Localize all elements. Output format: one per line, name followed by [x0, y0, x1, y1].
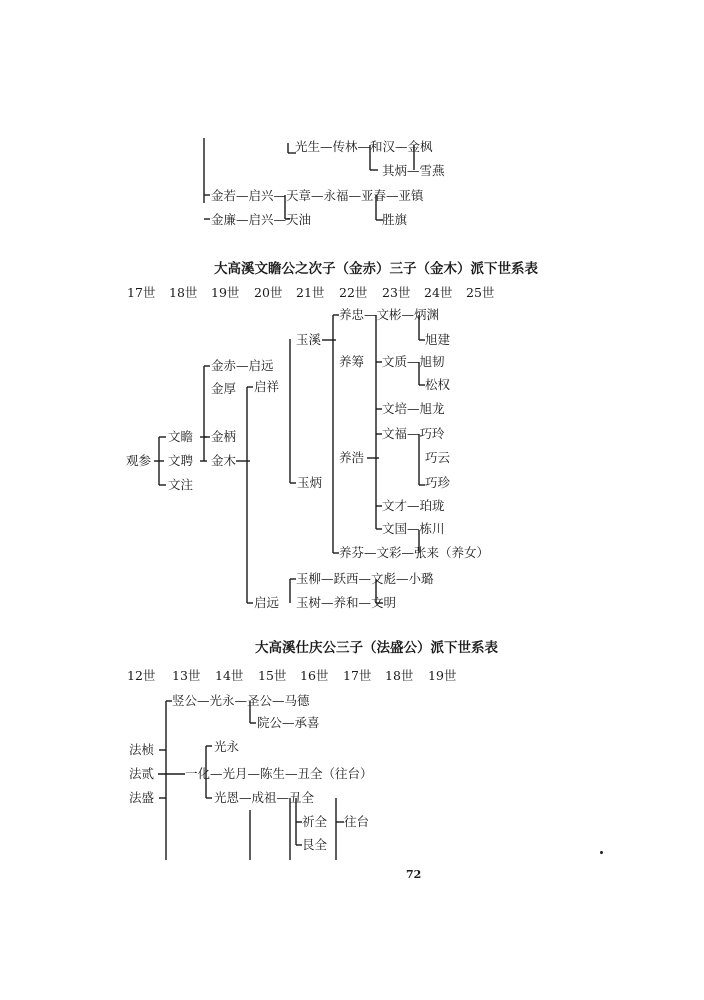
lineage-row: 巧云: [425, 450, 451, 465]
generation-label: 17世: [127, 285, 156, 300]
lineage-row: 往台: [344, 814, 370, 829]
page-number: 72: [406, 868, 422, 881]
lineage-row: 玉溪: [296, 332, 322, 347]
lineage-row: 文才—珀珑: [382, 498, 445, 513]
generation-label: 12世: [127, 668, 156, 683]
lineage-row: 养筹: [339, 354, 365, 369]
lineage-row: 一化—光月—陈生—丑全（往台）: [185, 766, 373, 781]
lineage-row: 巧珍: [425, 475, 451, 490]
lineage-row: 艮全: [302, 837, 328, 852]
generation-label: 16世: [300, 668, 329, 683]
generation-label: 24世: [424, 285, 453, 300]
lineage-row: 文聘: [168, 453, 194, 468]
lineage-row: 光永: [214, 739, 240, 754]
lineage-row: 金厚: [211, 381, 237, 396]
lineage-row: 玉柳—跃西—文彪—小璐: [296, 571, 434, 586]
generation-label: 20世: [254, 285, 283, 300]
lineage-row: 启远: [254, 595, 280, 610]
lineage-row: 金赤—启远: [211, 358, 274, 373]
lineage-row: 金廉—启兴—天油: [211, 212, 312, 227]
lineage-row: 文培—旭龙: [382, 401, 445, 416]
lineage-row: 养芬—文彩—张来（养女）: [339, 545, 490, 560]
lineage-row: 祈全: [302, 814, 328, 829]
generation-label: 14世: [215, 668, 244, 683]
lineage-row: 院公—承喜: [257, 715, 320, 730]
scan-speck: [600, 851, 603, 854]
lineage-row: 文福—巧玲: [382, 426, 445, 441]
generation-label: 17世: [343, 668, 372, 683]
lineage-row: 旭建: [425, 332, 451, 347]
lineage-row: 玉树—养和—文明: [296, 595, 397, 610]
lineage-row: 法盛: [129, 790, 155, 805]
lineage-row: 文瞻: [168, 429, 194, 444]
lineage-row: 金木: [211, 453, 237, 468]
lineage-row: 竖公—光永—圣公—马德: [172, 693, 310, 708]
generation-label: 13世: [172, 668, 201, 683]
lineage-row: 玉炳: [297, 475, 323, 490]
lineage-row: 文国—栋川: [382, 521, 445, 536]
lineage-row: 法桢: [129, 742, 155, 757]
lineage-row: 金柄: [211, 429, 237, 444]
generation-label: 21世: [296, 285, 325, 300]
lineage-row: 松权: [425, 377, 451, 392]
generation-label: 23世: [382, 285, 411, 300]
lineage-row: 其炳—雪燕: [382, 163, 445, 178]
generation-label: 22世: [339, 285, 368, 300]
section-title: 大高溪文瞻公之次子（金赤）三子（金木）派下世系表: [214, 261, 538, 277]
lineage-row: 观参: [126, 453, 152, 468]
lineage-row: 金若—启兴—天章—永福—亚春—亚镇: [211, 188, 424, 203]
generation-label: 25世: [466, 285, 495, 300]
lineage-row: 启祥: [254, 379, 280, 394]
section-title: 大高溪仕庆公三子（法盛公）派下世系表: [255, 640, 498, 656]
lineage-row: 养忠—文彬—炳渊: [339, 307, 440, 322]
lineage-row: 光恩—成祖—丑全: [214, 790, 315, 805]
generation-label: 15世: [258, 668, 287, 683]
lineage-row: 养浩: [339, 450, 365, 465]
generation-label: 19世: [211, 285, 240, 300]
generation-label: 18世: [169, 285, 198, 300]
lineage-row: 光生—传林—和汉—金枫: [295, 139, 433, 154]
lineage-row: 文注: [168, 477, 194, 492]
lineage-row: 文质—旭韧: [382, 354, 445, 369]
lineage-row: 法贰: [129, 766, 155, 781]
generation-label: 19世: [428, 668, 457, 683]
lineage-row: 胜旗: [382, 212, 408, 227]
generation-label: 18世: [385, 668, 414, 683]
